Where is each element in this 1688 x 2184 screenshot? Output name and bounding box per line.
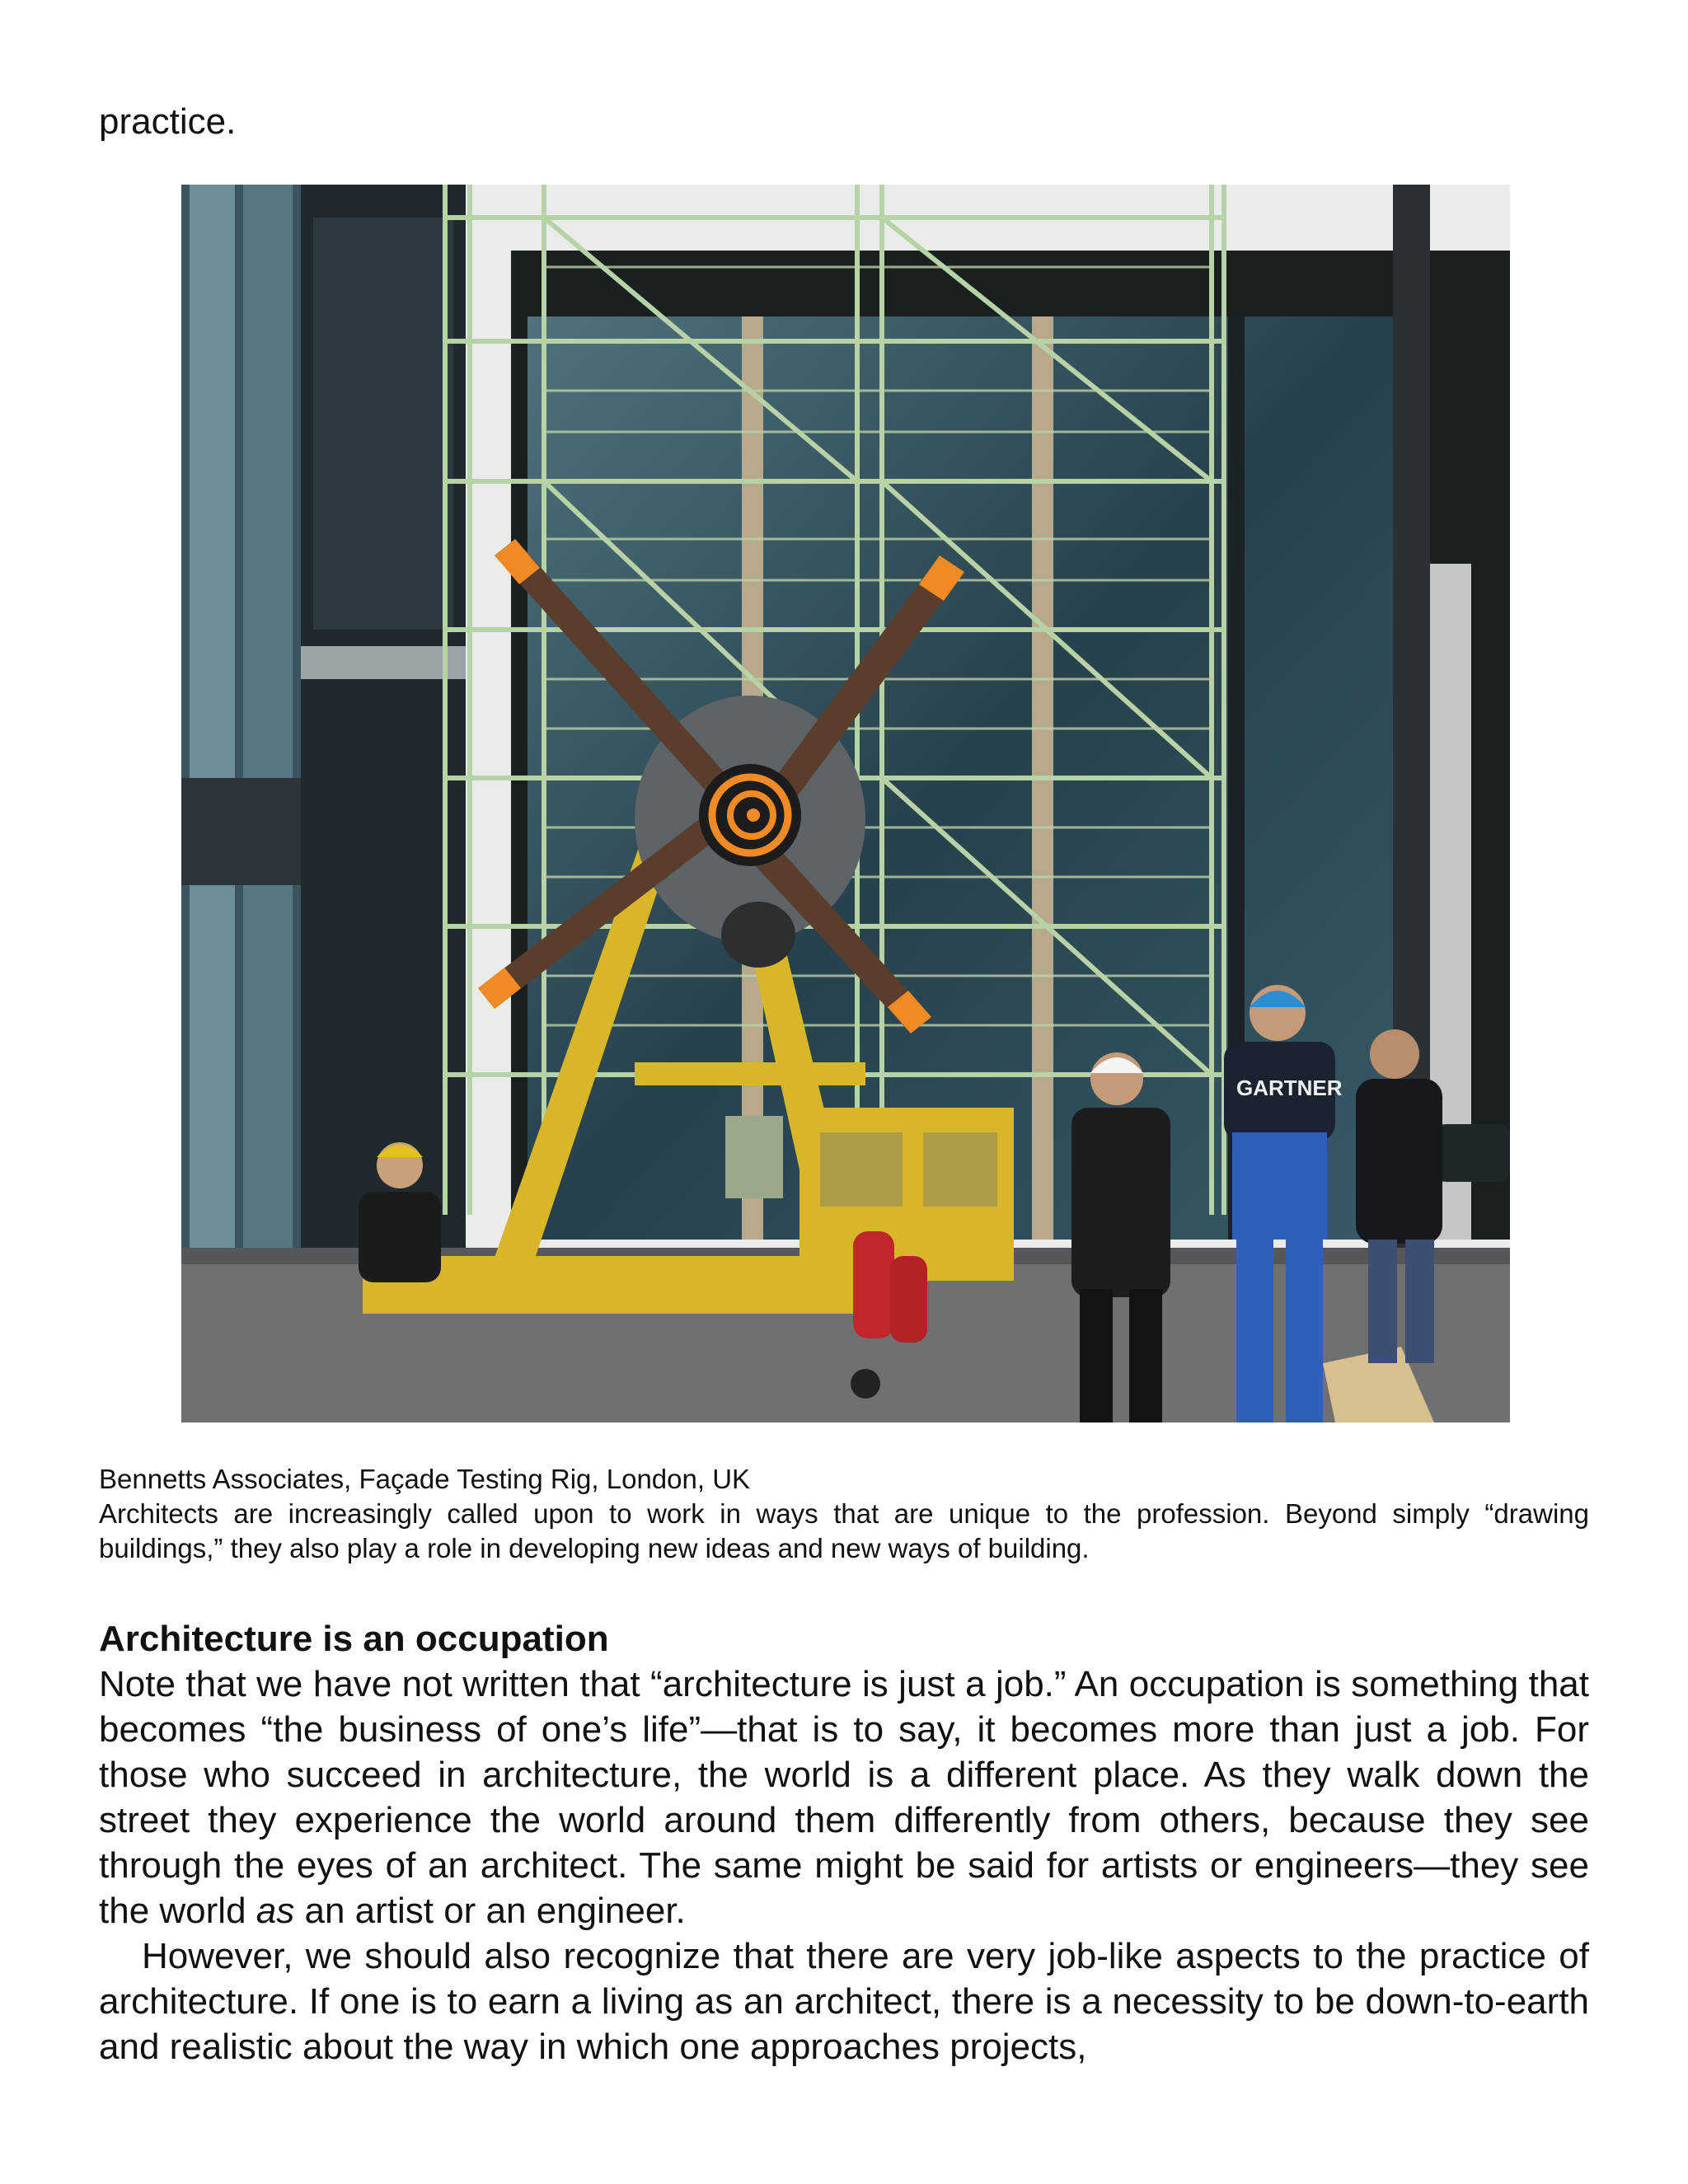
section-heading: Architecture is an occupation: [99, 1619, 609, 1659]
caption-body: Architects are increasingly called upon to work in ways that are unique to the profession. Beyond simply “drawing buildings,” they also play a role in developing new ideas and new ways of building.: [99, 1498, 1589, 1563]
caption-title: Bennetts Associates, Façade Testing Rig, London, UK: [99, 1464, 751, 1494]
continued-text: practice.: [99, 101, 237, 142]
body-text: [99, 1661, 1589, 2069]
paragraph-1-emphasis: as: [256, 1891, 295, 1931]
shirt-lettering: GARTNER: [1236, 1076, 1343, 1100]
paragraph-1-text-a: Note that we have not written that “architecture is just a job.” An occupation is something that becomes “the business of one’s life”—that is to say, it becomes more than just a job. For those who succeed in architecture, the world is a different place. As they walk down the street they experience the world around them differently from others, because they see through the eyes of an architect. The same might be said for artists or engineers—they see the world: [99, 1664, 1589, 1931]
facade-testing-rig-photo: [181, 185, 1510, 1422]
photo-illustration: [181, 185, 1510, 1422]
paragraph-1-text-b: an artist or an engineer.: [294, 1891, 686, 1931]
figure-caption: [99, 1462, 1589, 1566]
paragraph-2: However, we should also recognize that there are very job-like aspects to the practice of architecture. If one is to earn a living as an architect, there is a necessity to be down-to-earth and realistic about the way in which one approaches projects,: [99, 1936, 1589, 2067]
paragraph-1: [99, 1661, 1589, 1933]
